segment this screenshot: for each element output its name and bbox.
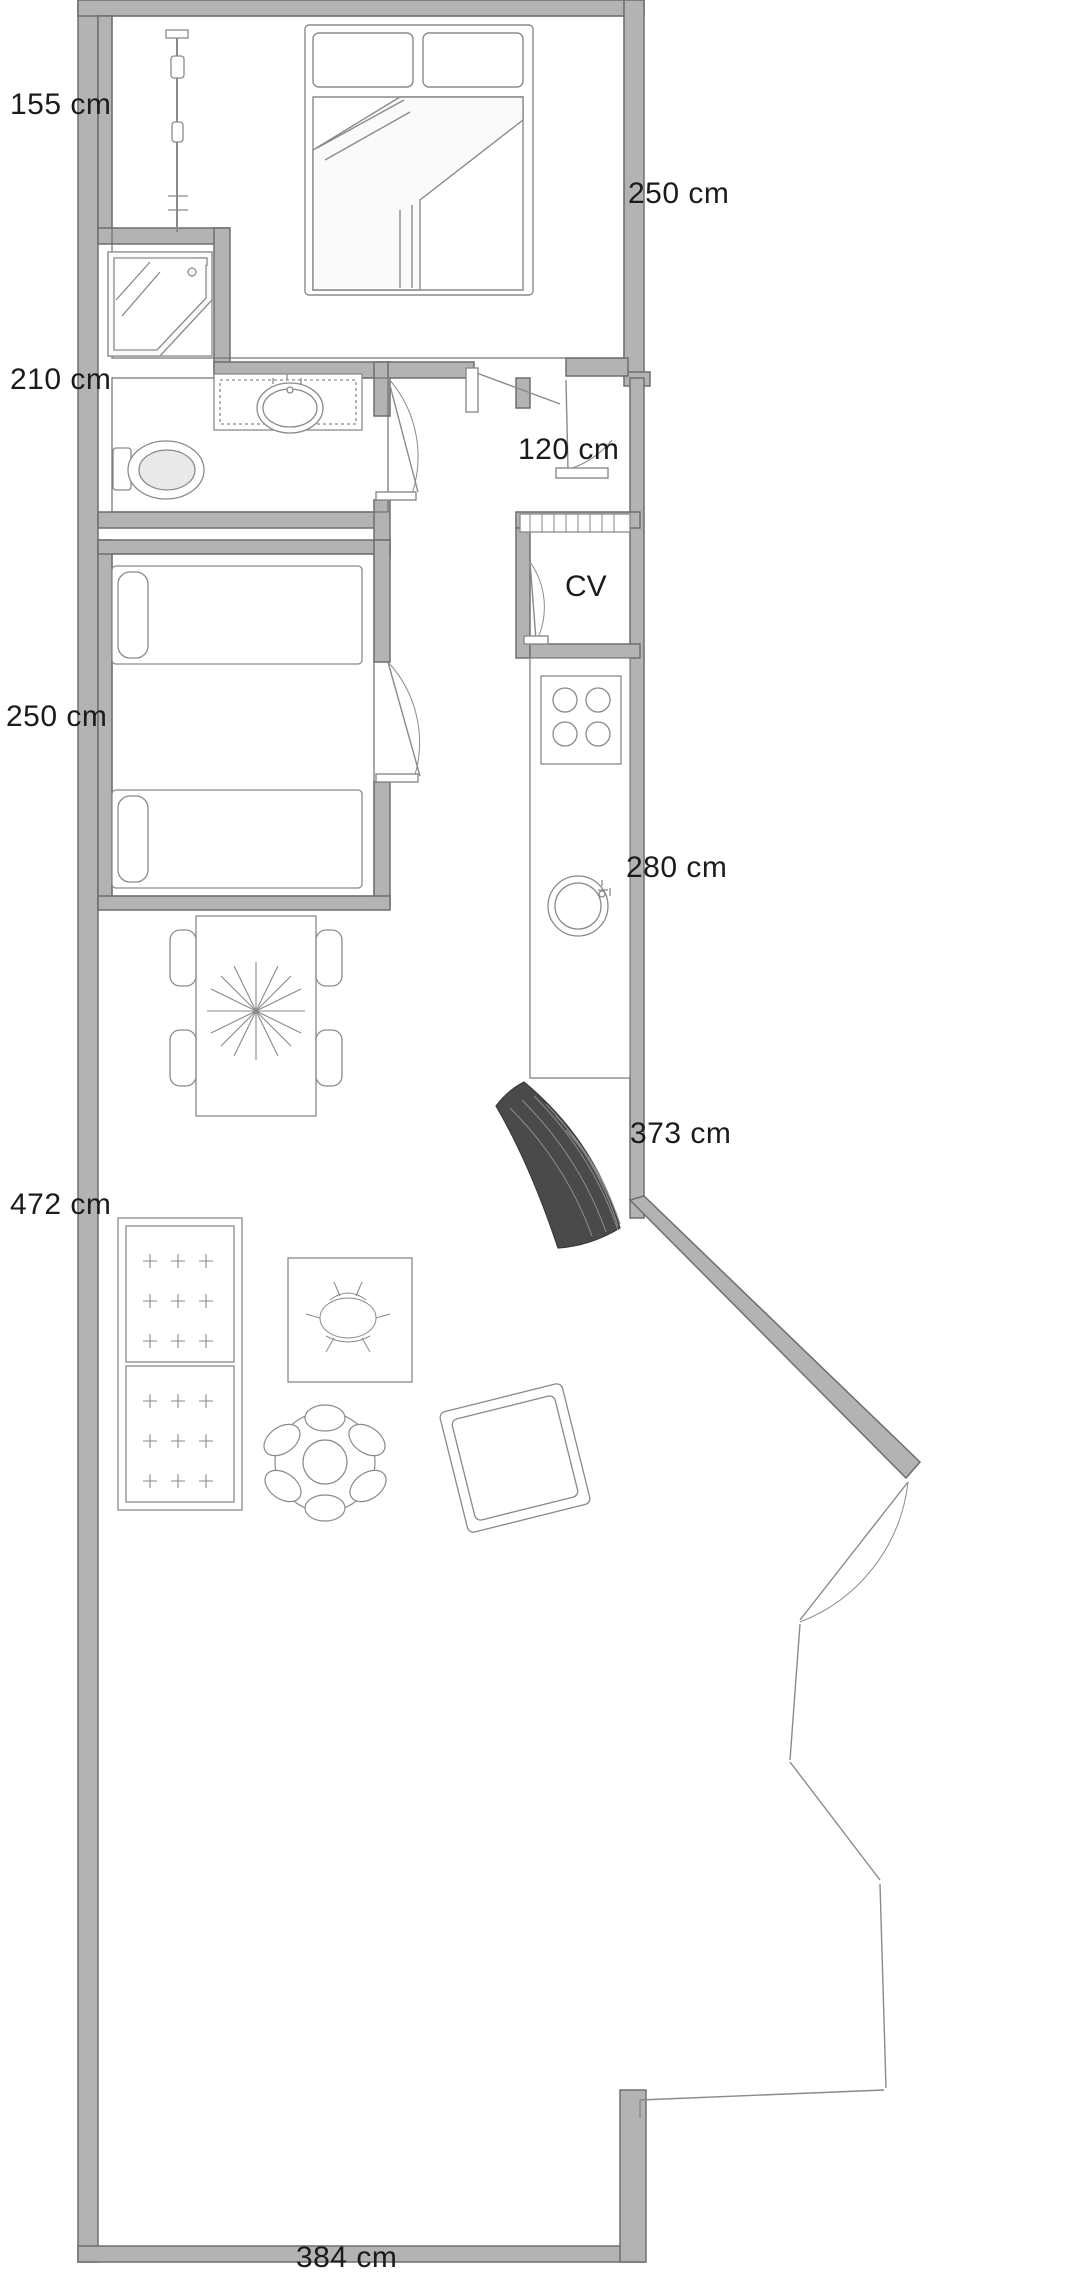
cooktop	[541, 676, 621, 764]
single-bed-upper	[112, 566, 362, 664]
dimension-label-384: 384 cm	[296, 2241, 398, 2274]
dimension-label-120: 120 cm	[518, 433, 620, 466]
dimension-label-280: 280 cm	[626, 851, 728, 884]
dimension-label-250-bedroom: 250 cm	[628, 177, 730, 210]
dimension-label-250-bedroom2: 250 cm	[6, 700, 108, 733]
plant-round	[258, 1405, 392, 1521]
dimension-label-373: 373 cm	[630, 1117, 732, 1150]
coffee-table	[288, 1258, 412, 1382]
toilet	[113, 441, 204, 499]
armchair	[439, 1383, 591, 1534]
room-label-cv: CV	[565, 570, 607, 603]
wardrobe-rail	[166, 30, 188, 232]
dimension-label-210: 210 cm	[10, 363, 112, 396]
sofa-bench	[118, 1218, 242, 1510]
dimension-label-155: 155 cm	[10, 88, 112, 121]
sofa-dark	[496, 1082, 620, 1248]
single-bed-lower	[112, 790, 362, 888]
shower-cabin	[108, 252, 212, 356]
double-bed	[305, 25, 533, 295]
dimension-label-472: 472 cm	[10, 1188, 112, 1221]
dining-table	[170, 916, 342, 1116]
bathroom-sink	[214, 374, 362, 433]
